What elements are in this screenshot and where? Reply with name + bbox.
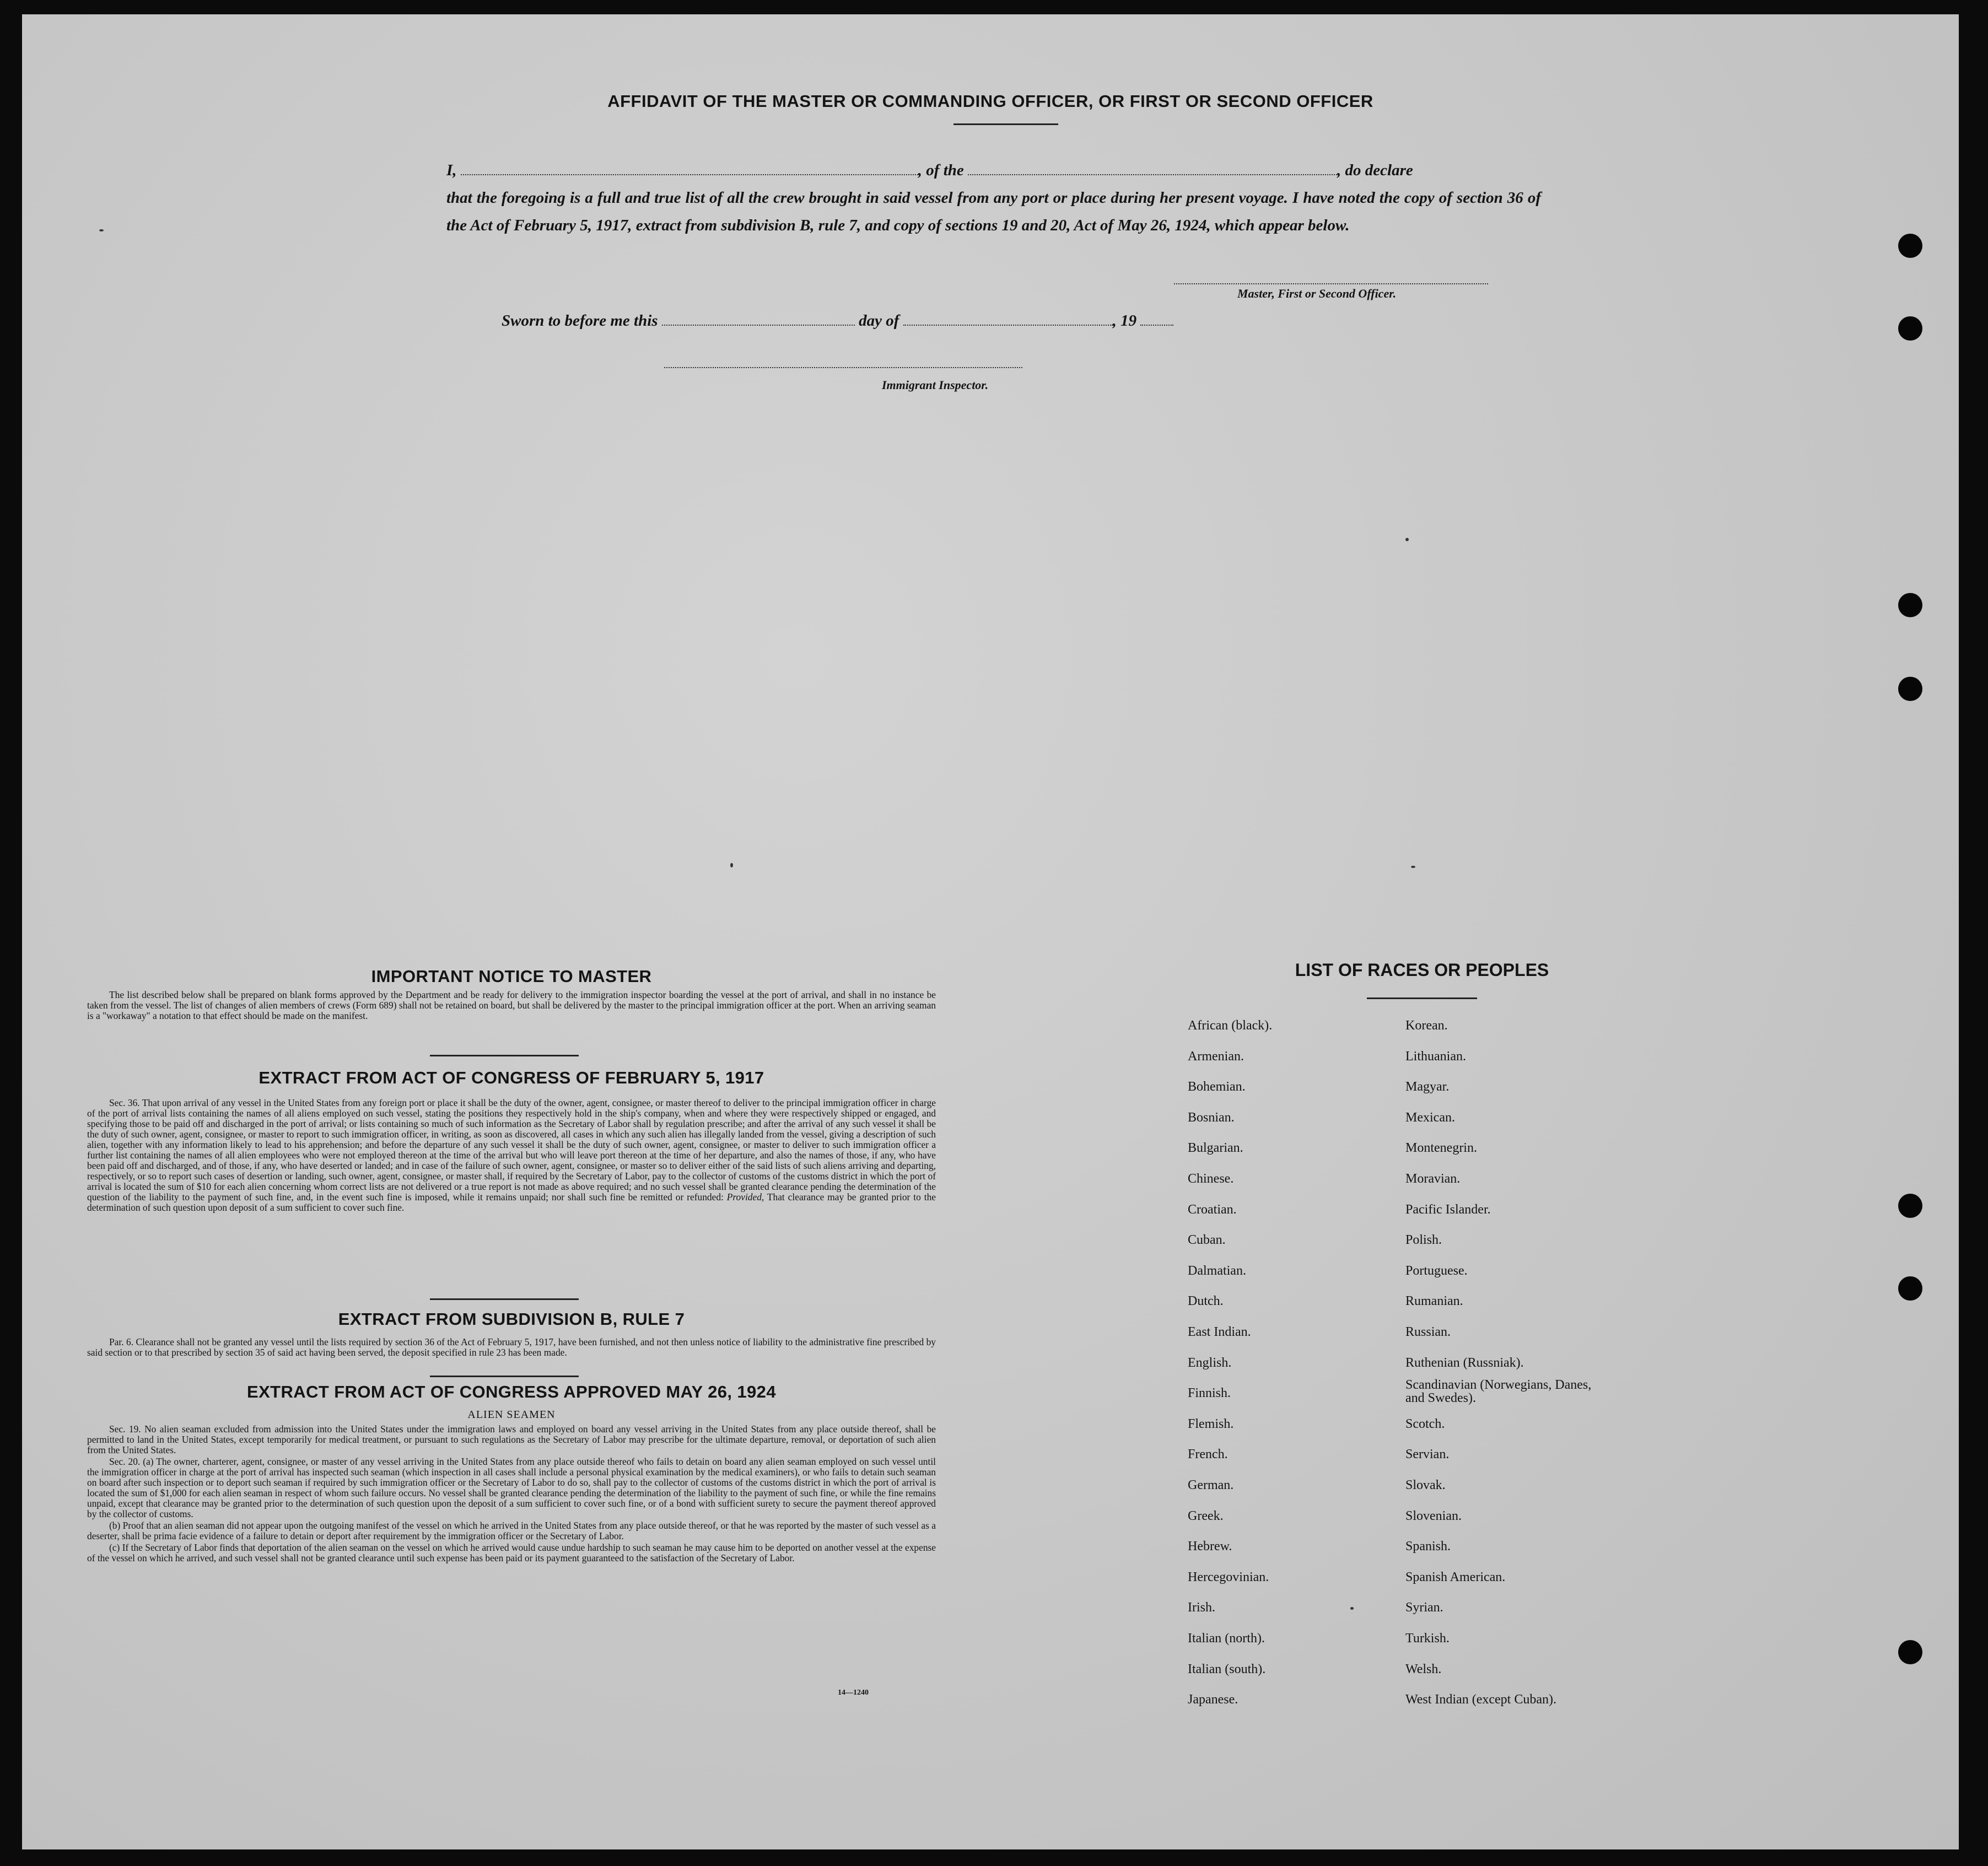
- sworn-year: , 19: [1112, 312, 1137, 330]
- vessel-blank[interactable]: [968, 174, 1337, 175]
- race-item: Lithuanian.: [1405, 1049, 1466, 1064]
- race-item: Pacific Islander.: [1405, 1202, 1491, 1217]
- race-item: German.: [1188, 1478, 1234, 1492]
- sworn-day-of: day of: [859, 312, 899, 330]
- race-item: Moravian.: [1405, 1172, 1461, 1186]
- sec20b-text: (b) Proof that an alien seaman did not appear upon the outgoing manifest of the vessel on which he arrived in the United States from any place outside thereof, or that he was reported by the master of such vessel as a deserter, shall be prima facie evidence of a failure to detain or deport after requirement by the immigration officer or the Secretary of Labor.: [87, 1520, 936, 1541]
- race-item: Bosnian.: [1188, 1110, 1235, 1125]
- race-item: Hercegovinian.: [1188, 1570, 1269, 1584]
- day-blank[interactable]: [662, 325, 855, 326]
- form-number: 14—1240: [838, 1689, 869, 1697]
- race-item: Scandinavian (Norwegians, Danes, and Swedes).: [1405, 1378, 1592, 1406]
- race-item: French.: [1188, 1447, 1228, 1462]
- race-item: Flemish.: [1188, 1416, 1234, 1431]
- sec20c-text: (c) If the Secretary of Labor finds that deportation of the alien seaman on the vessel on which he arrived would cause undue hardship to such seaman he may cause him to be deported on another vessel at the expense of the vessel on which he arrived, and such vessel shall not be granted clearance until such expense has been paid or its payment guaranteed to the satisfaction of the Secretary of Labor.: [87, 1542, 936, 1563]
- extract-1917-divider: [430, 1298, 579, 1300]
- alien-seamen-subtitle: ALIEN SEAMEN: [467, 1409, 556, 1421]
- notice-title: IMPORTANT NOTICE TO MASTER: [371, 967, 652, 986]
- notice-body: [87, 990, 936, 1022]
- race-item: Cuban.: [1188, 1233, 1226, 1248]
- race-item: Slovak.: [1405, 1478, 1446, 1492]
- notice-paragraph: The list described below shall be prepared on blank forms approved by the Department and be ready for delivery to the immigration inspector boarding the vessel at the port of arrival, and shall in no instance be taken from the vessel. The list of changes of alien members of crews (Form 689) shall not be retained on board, but shall be delivered by the master to the principal immigration officer at the port. When an arriving seaman is a "workaway" a notation to that effect should be made on the manifest.: [87, 989, 936, 1021]
- name-blank[interactable]: [461, 174, 918, 175]
- sec36-label: Sec. 36.: [109, 1097, 140, 1108]
- race-item: Armenian.: [1188, 1049, 1244, 1064]
- race-item: African (black).: [1188, 1018, 1273, 1033]
- race-item: Russian.: [1405, 1325, 1451, 1339]
- punch-hole: [1898, 677, 1922, 701]
- sworn-prefix: Sworn to before me this: [502, 312, 658, 330]
- race-item: Bohemian.: [1188, 1080, 1246, 1094]
- race-item: Mexican.: [1405, 1110, 1455, 1125]
- inspector-caption: Immigrant Inspector.: [882, 378, 989, 392]
- rule7-paragraph: Par. 6. Clearance shall not be granted any vessel until the lists required by section 36 of the Act of February 5, 1917, have been furnished, and not then unless notice of liability to the administrative fine prescribed by said section or to that prescribed by section 35 of said act having been served, the deposit specified in rule 23 has been made.: [87, 1336, 936, 1358]
- race-item: Scotch.: [1405, 1416, 1445, 1431]
- race-item: Croatian.: [1188, 1202, 1237, 1217]
- sec20a-text: Sec. 20. (a) The owner, charterer, agent, consignee, or master of any vessel arriving in the United States from any place outside thereof who fails to detain on board any alien seaman employed on such vessel until the immigration officer in charge at the port of arrival has inspected such seaman (which inspection in all cases shall include a personal physical examination by the medical examiners), or who fails to detain such seaman on board after such inspection or to deport such seaman if required by such immigration officer or the Secretary of Labor to do so, shall pay to the collector of customs of the customs district in which the port of arrival is located the sum of $1,000 for each alien seaman in respect of whom such failure occurs. No vessel shall be granted clearance pending the determination of the liability to the payment of such fine, or while the fine remains unpaid, except that clearance may be granted prior to the determination of such question upon the deposit of a sum sufficient to cover such fine, or of a bond with sufficient surety to secure the payment thereof approved by the collector of customs.: [87, 1456, 936, 1519]
- race-item: Spanish American.: [1405, 1570, 1506, 1584]
- races-divider: [1367, 997, 1477, 999]
- race-item: English.: [1188, 1355, 1232, 1370]
- race-item: Ruthenian (Russniak).: [1405, 1355, 1524, 1370]
- race-item: Syrian.: [1405, 1600, 1443, 1615]
- year-blank[interactable]: [1140, 325, 1173, 326]
- speck: [1411, 866, 1415, 868]
- master-caption: Master, First or Second Officer.: [1237, 287, 1397, 300]
- extract-1924-body: [87, 1424, 936, 1565]
- race-item: Turkish.: [1405, 1631, 1450, 1646]
- speck: [730, 863, 733, 867]
- sec19-text: Sec. 19. No alien seaman excluded from admission into the United States under the immigration laws and employed on board any vessel arriving in the United States from any place outside thereof, shall be permitted to land in the United States, except temporarily for medical treatment, or pursuant to such regulations as the Secretary of Labor may prescribe for the ultimate departure, removal, or deportation of such alien from the United States.: [87, 1423, 936, 1455]
- proviso-label: Provided,: [726, 1191, 764, 1202]
- race-item: Servian.: [1405, 1447, 1450, 1462]
- race-item: Hebrew.: [1188, 1539, 1232, 1554]
- extract-1917-body: [87, 1098, 936, 1214]
- punch-hole: [1898, 1640, 1922, 1664]
- title-divider: [953, 123, 1058, 125]
- race-item: Spanish.: [1405, 1539, 1451, 1554]
- rule7-body: [87, 1337, 936, 1359]
- speck: [1350, 1607, 1354, 1610]
- punch-hole: [1898, 316, 1922, 341]
- race-item: West Indian (except Cuban).: [1405, 1692, 1556, 1707]
- race-item: Montenegrin.: [1405, 1141, 1477, 1156]
- speck: [99, 229, 104, 231]
- punch-hole: [1898, 1194, 1922, 1218]
- punch-hole: [1898, 234, 1922, 258]
- sec36-text: That upon arrival of any vessel in the United States from any foreign port or place it shall be the duty of the owner, agent, consignee, or master thereof to deliver to the principal immigration officer in charge of the port of arrival lists containing the names of all aliens employed on such vessel, stating the positions they respectively hold in the ship's company, when and where they were respectively shipped or engaged, and specifying those to be paid off and discharged in the port of arrival; or lists containing so much of such information as the Secretary of Labor shall by regulation prescribe; and after the arrival of any such vessel it shall be the duty of such owner, agent, consignee, or master to report to such immigration officer, in writing, as soon as discovered, all cases in which any such alien has illegally landed from the vessel, giving a description of such alien, together with any information likely to lead to his apprehension; and before the departure of any such vessel it shall be the duty of such owner, agent, consignee, or master to deliver to such immigration officer a further list containing the names of all alien employees who were not employed thereon at the time of the arrival but who will leave port thereon at the time of her departure, and also the names of those, if any, who have been paid off and discharged, and of those, if any, who have deserted or landed; and in case of the failure of such owner, agent, consignee, or master so to deliver either of the said lists of such aliens arriving and departing, respectively, or so to report such cases of desertion or landing, such owner, agent, consignee, or master shall, if required by the Secretary of Labor, pay to the collector of customs of the customs district in which the port of arrival is located the sum of $10 for each alien concerning whom correct lists are not delivered or a true report is not made as above required; and no such vessel shall be granted clearance pending the determination of the question of the liability to the payment of such fine, and, in the event such fine is imposed, while it remains unpaid; nor shall such fine be remitted or refunded:: [87, 1097, 936, 1202]
- race-item: Japanese.: [1188, 1692, 1238, 1707]
- punch-hole: [1898, 593, 1922, 617]
- race-item: Welsh.: [1405, 1662, 1442, 1676]
- race-item: Italian (south).: [1188, 1662, 1266, 1676]
- race-item: Chinese.: [1188, 1172, 1234, 1186]
- race-item: Korean.: [1405, 1018, 1448, 1033]
- proviso-text: That clearance may be granted prior to the determination of such question upon deposit of a sum sufficient to cover such fine.: [87, 1191, 936, 1213]
- race-item: Dutch.: [1188, 1294, 1224, 1309]
- affidavit-do-declare: , do declare: [1337, 161, 1413, 179]
- race-item: Rumanian.: [1405, 1294, 1463, 1309]
- speck: [1405, 538, 1409, 541]
- sworn-line: [502, 312, 1173, 330]
- race-item: Italian (north).: [1188, 1631, 1265, 1646]
- race-item: Slovenian.: [1405, 1508, 1462, 1523]
- race-item: Magyar.: [1405, 1080, 1450, 1094]
- race-item: Bulgarian.: [1188, 1141, 1243, 1156]
- extract-1917-title: EXTRACT FROM ACT OF CONGRESS OF FEBRUARY 5, 1917: [258, 1068, 764, 1087]
- document-page: [22, 14, 1959, 1849]
- race-item: Finnish.: [1188, 1386, 1231, 1401]
- race-item: Polish.: [1405, 1233, 1442, 1248]
- affidavit-text: [446, 157, 1541, 239]
- notice-divider: [430, 1055, 579, 1056]
- races-title: LIST OF RACES OR PEOPLES: [1295, 960, 1549, 980]
- race-item: Portuguese.: [1405, 1263, 1468, 1278]
- affidavit-i: I,: [446, 161, 457, 179]
- month-blank[interactable]: [903, 325, 1113, 326]
- race-item: East Indian.: [1188, 1325, 1251, 1339]
- affidavit-title: AFFIDAVIT OF THE MASTER OR COMMANDING OFFICER, OR FIRST OR SECOND OFFICER: [607, 91, 1373, 111]
- race-item: Dalmatian.: [1188, 1263, 1246, 1278]
- punch-hole: [1898, 1276, 1922, 1301]
- race-item: Greek.: [1188, 1508, 1224, 1523]
- affidavit-of-the: , of the: [918, 161, 964, 179]
- race-item: Irish.: [1188, 1600, 1215, 1615]
- master-signature-line[interactable]: [1174, 283, 1488, 284]
- rule7-divider: [430, 1376, 579, 1377]
- affidavit-statement: that the foregoing is a full and true list of all the crew brought in said vessel from any port or place during her present voyage. I have noted the copy of section 36 of the Act of February 5, 1917, extract from subdivision B, rule 7, and copy of sections 19 and 20, Act of May 26, 1924, which appear below.: [446, 189, 1541, 234]
- extract-1924-title: EXTRACT FROM ACT OF CONGRESS APPROVED MAY 26, 1924: [247, 1382, 776, 1401]
- inspector-signature-line[interactable]: [664, 367, 1022, 368]
- rule7-title: EXTRACT FROM SUBDIVISION B, RULE 7: [338, 1309, 685, 1329]
